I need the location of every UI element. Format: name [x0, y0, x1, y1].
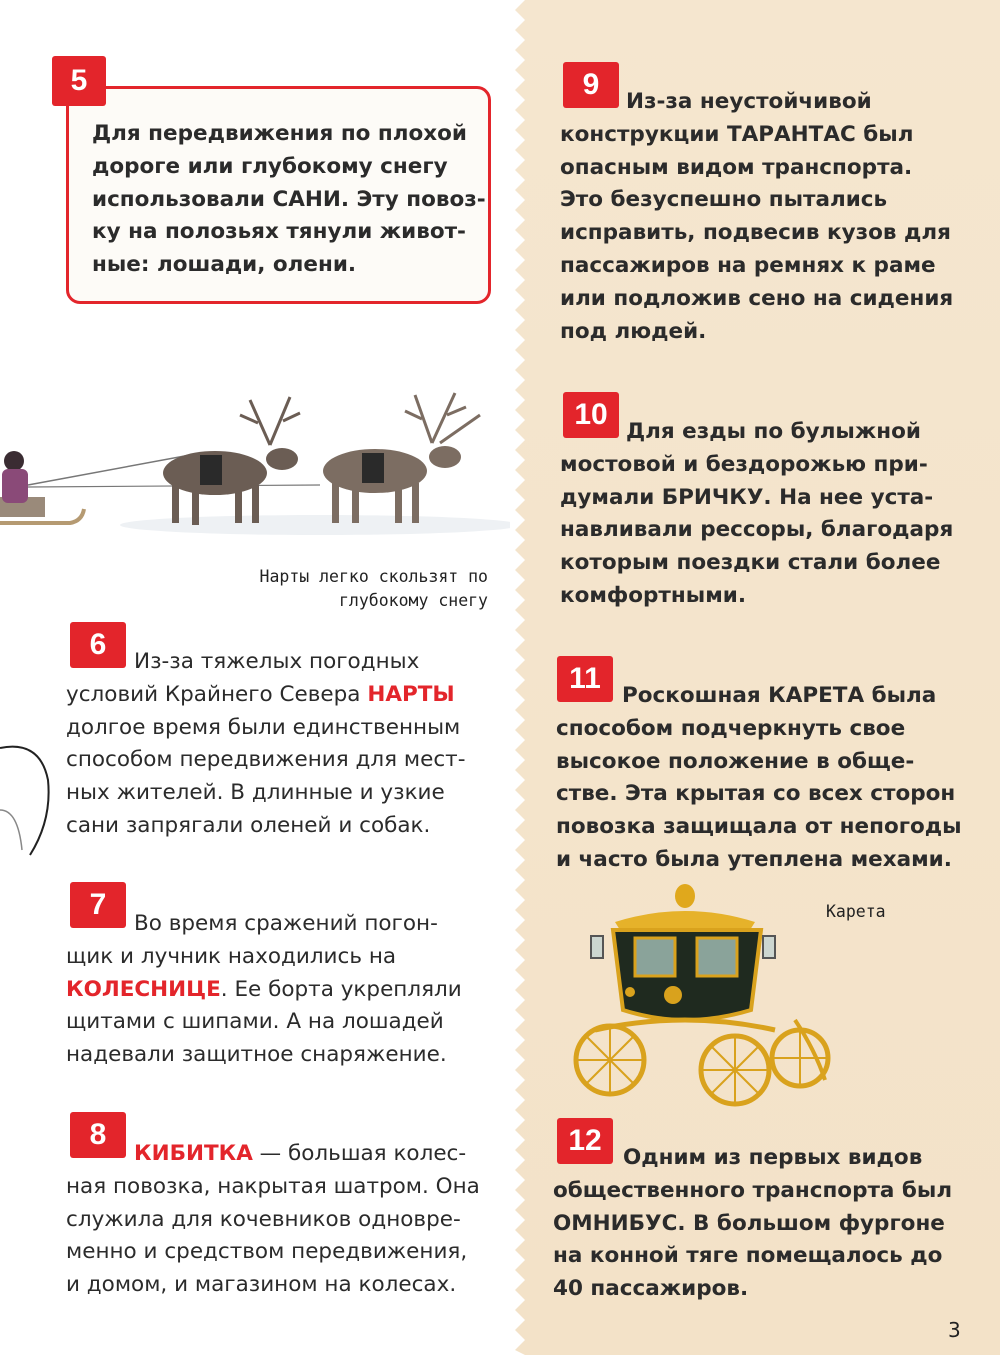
text-line [66, 974, 462, 1007]
text-line: 40 пассажиров. [553, 1276, 749, 1302]
text-line: ная повозка, накрытая шатром. Она [66, 1173, 480, 1199]
text-line: ку на полозьях тянули живот- [92, 219, 466, 245]
text-line: Это безуспешно пытались [560, 187, 888, 213]
text-line: способом подчеркнуть свое [556, 715, 906, 741]
section-11-text [556, 680, 962, 877]
text-line: способом передвижения для мест- [66, 747, 466, 773]
caption-line: Нарты легко скользят по [259, 567, 488, 586]
decorative-outline [0, 740, 60, 860]
text-line: сани запрягали оленей и собак. [66, 812, 431, 838]
section-10-number: 10 [563, 392, 619, 438]
text-line [66, 1138, 480, 1171]
text-line: повозка защищала от непогоды [556, 814, 962, 840]
text-line: на конной тяге помещалось до [553, 1243, 943, 1269]
text-line: ОМНИБУС. В большом фургоне [553, 1210, 945, 1236]
text-line: щитами с шипами. А на лошадей [66, 1009, 444, 1035]
section-6-text [66, 646, 465, 843]
highlight-kolesnitse: КОЛЕСНИЦЕ [66, 976, 221, 1002]
text-line: исправить, подвесив кузов для [560, 220, 951, 246]
section-8-text [66, 1138, 480, 1302]
text-line: Для езды по булыжной [626, 419, 921, 444]
text-line: использовали САНИ. Эту повоз- [92, 186, 486, 212]
text-line: ные: лошади, олени. [92, 252, 357, 278]
section-8-number: 8 [70, 1112, 126, 1158]
text-line: которым поездки стали более [560, 550, 941, 576]
text-line: или подложив сено на сидения [560, 285, 954, 311]
text-span: — большая колес- [252, 1141, 467, 1166]
reindeer-sled-illustration [0, 385, 510, 545]
text-span: условий Крайнего Севера [66, 681, 368, 707]
text-line: щик и лучник находились на [66, 943, 397, 969]
section-12-number: 12 [557, 1118, 613, 1164]
text-line: Из-за неустойчивой [626, 89, 872, 114]
text-line: комфортными. [560, 582, 746, 608]
text-line: ных жителей. В длинные и узкие [66, 780, 445, 806]
section-5-number: 5 [52, 56, 106, 106]
text-line: общественного транспорта был [553, 1177, 953, 1203]
text-line: долгое время были единственным [66, 714, 461, 740]
text-line: Во время сражений погон- [134, 911, 438, 936]
text-line: высокое положение в обще- [556, 748, 915, 774]
text-line: и домом, и магазином на колесах. [66, 1272, 457, 1298]
photo-caption [230, 565, 488, 613]
section-7-number: 7 [70, 882, 126, 928]
text-line: думали БРИЧКУ. На нее уста- [560, 484, 934, 510]
text-line: Одним из первых видов [623, 1145, 923, 1170]
text-line: стве. Эта крытая со всех сторон [556, 781, 956, 807]
text-line: навливали рессоры, благодаря [560, 517, 954, 543]
text-line: опасным видом транспорта. [560, 154, 913, 180]
section-12-text [553, 1142, 952, 1306]
carriage-illustration [565, 880, 840, 1110]
section-6-number: 6 [70, 622, 126, 668]
section-10-text [560, 416, 953, 613]
section-11-number: 11 [557, 656, 613, 702]
section-5-text [92, 118, 486, 282]
text-line: мостовой и бездорожью при- [560, 451, 928, 477]
section-7-text [66, 908, 462, 1072]
text-line [66, 679, 465, 712]
section-9-text [560, 86, 953, 348]
text-line: Для передвижения по плохой [92, 121, 468, 146]
carriage-caption: Карета [826, 902, 886, 921]
text-span: . Ее борта укрепляли [220, 976, 462, 1002]
text-line: и часто была утеплена мехами. [556, 846, 952, 872]
text-line: Из-за тяжелых погодных [134, 649, 420, 674]
section-9-number: 9 [563, 62, 619, 108]
text-line: Роскошная КАРЕТА была [622, 683, 937, 708]
caption-line: глубокому снегу [338, 591, 488, 610]
page-number: 3 [948, 1318, 961, 1342]
text-line: конструкции ТАРАНТАС был [560, 121, 914, 147]
text-line: менно и средством передвижения, [66, 1239, 468, 1265]
text-line: пассажиров на ремнях к раме [560, 252, 936, 278]
text-line: надевали защитное снаряжение. [66, 1042, 447, 1068]
highlight-kibitka: КИБИТКА [134, 1141, 253, 1166]
text-line: дороге или глубокому снегу [92, 153, 448, 179]
highlight-narty: НАРТЫ [367, 681, 455, 707]
text-line: под людей. [560, 318, 707, 344]
text-line: служила для кочевников одновре- [66, 1206, 461, 1232]
